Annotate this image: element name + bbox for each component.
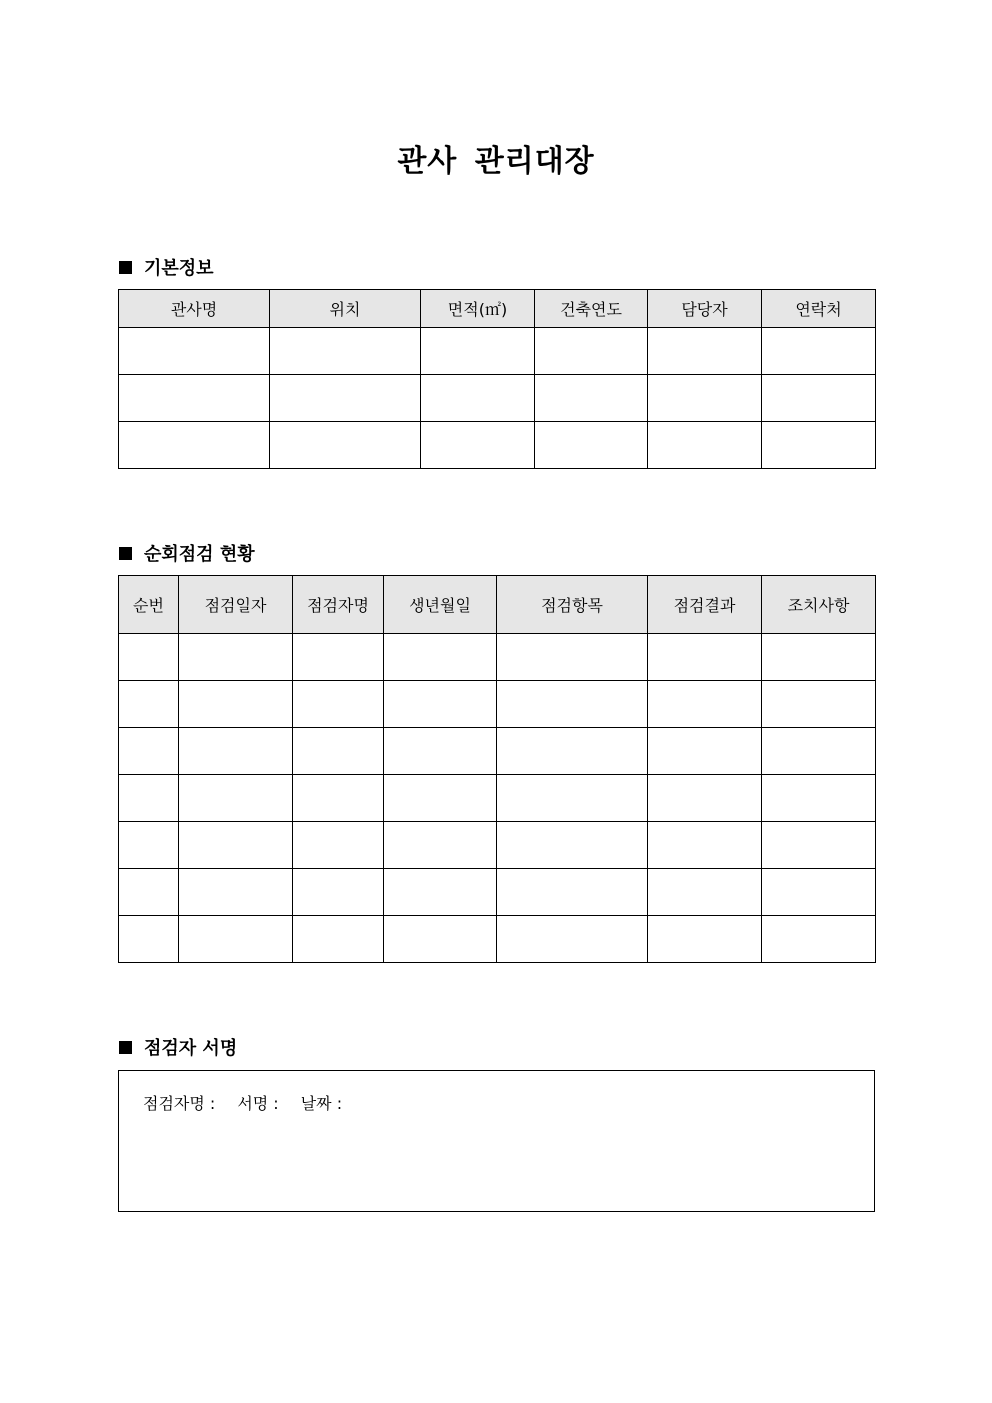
- table-cell[interactable]: [648, 822, 762, 869]
- table-row: [119, 822, 876, 869]
- column-header-item: 점검항목: [497, 576, 648, 634]
- table-cell[interactable]: [497, 916, 648, 963]
- table-row: [119, 916, 876, 963]
- table-cell[interactable]: [535, 422, 648, 469]
- column-header-build-year: 건축연도: [535, 290, 648, 328]
- table-cell[interactable]: [421, 422, 535, 469]
- table-cell[interactable]: [648, 634, 762, 681]
- table-cell[interactable]: [762, 422, 876, 469]
- column-header-area: 면적(㎡): [421, 290, 535, 328]
- table-cell[interactable]: [648, 375, 762, 422]
- basic-info-table: [118, 289, 876, 469]
- table-cell[interactable]: [384, 869, 497, 916]
- table-cell[interactable]: [497, 728, 648, 775]
- table-cell[interactable]: [384, 775, 497, 822]
- table-cell[interactable]: [762, 869, 876, 916]
- square-bullet-icon: [119, 547, 132, 560]
- table-cell[interactable]: [762, 822, 876, 869]
- square-bullet-icon: [119, 1041, 132, 1054]
- table-cell[interactable]: [648, 869, 762, 916]
- column-header-birthdate: 생년월일: [384, 576, 497, 634]
- table-cell[interactable]: [497, 775, 648, 822]
- table-cell[interactable]: [179, 681, 293, 728]
- table-cell[interactable]: [497, 681, 648, 728]
- section-heading-inspection: [119, 540, 255, 566]
- inspection-table: [118, 575, 876, 963]
- signature-label: 서명 :: [237, 1094, 279, 1113]
- section-title: 순회점검 현황: [144, 544, 255, 565]
- table-cell[interactable]: [421, 328, 535, 375]
- table-cell[interactable]: [384, 728, 497, 775]
- column-header-inspector: 점검자명: [293, 576, 384, 634]
- table-cell[interactable]: [384, 681, 497, 728]
- table-cell[interactable]: [762, 916, 876, 963]
- table-cell[interactable]: [762, 775, 876, 822]
- table-cell[interactable]: [270, 422, 421, 469]
- table-cell[interactable]: [119, 869, 179, 916]
- table-cell[interactable]: [119, 375, 270, 422]
- column-header-contact: 연락처: [762, 290, 876, 328]
- signature-box: [118, 1070, 875, 1212]
- table-cell[interactable]: [648, 681, 762, 728]
- table-row: [119, 328, 876, 375]
- table-cell[interactable]: [293, 869, 384, 916]
- table-cell[interactable]: [648, 328, 762, 375]
- table-row: [119, 634, 876, 681]
- section-title: 점검자 서명: [144, 1038, 238, 1059]
- column-header-residence-name: 관사명: [119, 290, 270, 328]
- column-header-manager: 담당자: [648, 290, 762, 328]
- table-cell[interactable]: [762, 375, 876, 422]
- table-cell[interactable]: [648, 916, 762, 963]
- table-cell[interactable]: [293, 681, 384, 728]
- column-header-result: 점검결과: [648, 576, 762, 634]
- table-row: [119, 728, 876, 775]
- table-cell[interactable]: [119, 775, 179, 822]
- table-cell[interactable]: [179, 822, 293, 869]
- table-cell[interactable]: [384, 634, 497, 681]
- table-cell[interactable]: [762, 728, 876, 775]
- table-cell[interactable]: [648, 775, 762, 822]
- column-header-date: 점검일자: [179, 576, 293, 634]
- table-header-row: [119, 576, 876, 634]
- table-cell[interactable]: [270, 375, 421, 422]
- table-cell[interactable]: [293, 728, 384, 775]
- square-bullet-icon: [119, 261, 132, 274]
- table-row: [119, 775, 876, 822]
- table-cell[interactable]: [497, 869, 648, 916]
- table-cell[interactable]: [648, 422, 762, 469]
- column-header-location: 위치: [270, 290, 421, 328]
- table-cell[interactable]: [119, 916, 179, 963]
- table-cell[interactable]: [179, 869, 293, 916]
- table-cell[interactable]: [293, 634, 384, 681]
- table-cell[interactable]: [384, 822, 497, 869]
- section-heading-basic-info: [119, 254, 214, 280]
- table-cell[interactable]: [119, 634, 179, 681]
- table-cell[interactable]: [293, 775, 384, 822]
- table-cell[interactable]: [293, 822, 384, 869]
- table-cell[interactable]: [421, 375, 535, 422]
- table-cell[interactable]: [762, 634, 876, 681]
- table-cell[interactable]: [119, 822, 179, 869]
- column-header-seq: 순번: [119, 576, 179, 634]
- column-header-action: 조치사항: [762, 576, 876, 634]
- inspector-name-label: 점검자명 :: [143, 1094, 216, 1113]
- table-cell[interactable]: [293, 916, 384, 963]
- table-cell[interactable]: [119, 728, 179, 775]
- table-cell[interactable]: [119, 681, 179, 728]
- table-cell[interactable]: [119, 422, 270, 469]
- table-cell[interactable]: [648, 728, 762, 775]
- table-cell[interactable]: [762, 681, 876, 728]
- table-row: [119, 375, 876, 422]
- table-cell[interactable]: [179, 775, 293, 822]
- table-cell[interactable]: [535, 375, 648, 422]
- table-cell[interactable]: [119, 328, 270, 375]
- table-cell[interactable]: [270, 328, 421, 375]
- table-cell[interactable]: [179, 916, 293, 963]
- table-cell[interactable]: [384, 916, 497, 963]
- table-cell[interactable]: [535, 328, 648, 375]
- table-cell[interactable]: [497, 634, 648, 681]
- table-header-row: [119, 290, 876, 328]
- section-title: 기본정보: [144, 258, 214, 279]
- table-cell[interactable]: [179, 728, 293, 775]
- page-title: 관사 관리대장: [397, 144, 595, 179]
- table-row: [119, 681, 876, 728]
- table-row: [119, 869, 876, 916]
- table-cell[interactable]: [179, 634, 293, 681]
- signature-line: [143, 1091, 342, 1114]
- section-heading-signature: [119, 1034, 237, 1060]
- date-label: 날짜 :: [300, 1094, 343, 1113]
- table-row: [119, 422, 876, 469]
- table-cell[interactable]: [497, 822, 648, 869]
- table-cell[interactable]: [762, 328, 876, 375]
